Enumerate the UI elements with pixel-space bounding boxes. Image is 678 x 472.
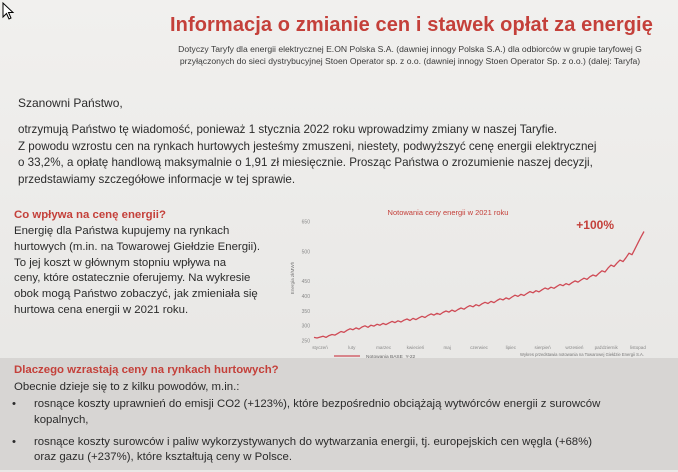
bullet-icon: •	[12, 398, 16, 410]
page-title: Informacja o zmianie cen i stawek opłat za energię	[170, 14, 653, 36]
chart-x-ticks	[312, 345, 646, 350]
body-line: ceny, które ostatecznie oferujemy. Na wykresie	[14, 272, 251, 285]
chart-y-tick-label: 500	[301, 249, 310, 256]
chart-x-tick-label: sierpień	[534, 345, 551, 350]
chart-y-tick-label: 400	[301, 293, 310, 300]
chart-y-tick-label: 300	[301, 323, 310, 330]
intro-line: o 33,2%, a opłatę handlową maksymalnie o 1,91 zł miesięcznie. Prosząc Państwa o zrozumienie naszej decyzji,	[18, 156, 593, 169]
chart-x-tick-label: kwiecień	[406, 345, 425, 350]
chart-y-tick-label: 350	[301, 308, 310, 315]
chart-y-tick-label: 250	[301, 338, 310, 345]
section-heading-energy-price: Co wpływa na cenę energii?	[14, 209, 166, 221]
chart-x-tick-label: czerwiec	[470, 345, 488, 350]
intro-line: otrzymują Państwo tę wiadomość, ponieważ 1 stycznia 2022 roku wprowadzimy zmiany w naszej Taryfie.	[18, 123, 558, 136]
section-wholesale-lead: Obecnie dzieje się to z kilku powodów, m.in.:	[14, 381, 240, 393]
chart-source-note: Wykres przedstawia notowania na Towarowej Giełdzie Energii S.A.	[520, 352, 644, 357]
intro-paragraph	[18, 122, 648, 188]
chart-x-tick-label: październik	[594, 345, 618, 350]
energy-price-chart	[288, 206, 668, 356]
chart-annotation: +100%	[576, 218, 614, 232]
section-energy-price-body	[14, 224, 284, 319]
body-line: hurtowa cena energii w 2021 roku.	[14, 303, 189, 316]
body-line: Energię dla Państwa kupujemy na rynkach	[14, 225, 230, 237]
chart-x-tick-label: marzec	[376, 345, 392, 350]
chart-y-tick-label: 650	[301, 219, 310, 226]
list-item	[0, 435, 644, 467]
list-item-line: rosnące koszty uprawnień do emisji CO2 (+123%), które bezpośrednio obciążają wytwórców energii z surowców	[34, 398, 601, 410]
bullet-icon: •	[12, 435, 16, 448]
body-line: To jej koszt w głównym stopniu wpływa na	[14, 256, 227, 269]
mouse-cursor-icon	[2, 2, 14, 20]
body-line: hurtowych (m.in. na Towarowej Giełdzie Energii).	[14, 240, 261, 253]
list-item	[0, 397, 644, 429]
list-item-line: kopalnych,	[34, 413, 89, 426]
chart-x-tick-label: maj	[443, 345, 451, 350]
chart-series-line	[314, 232, 644, 339]
chart-x-tick-label: styczeń	[312, 345, 328, 350]
chart-y-ticks	[302, 220, 311, 345]
chart-title: Notowania ceny energii w 2021 roku	[387, 208, 509, 217]
chart-y-tick-label: 450	[301, 279, 310, 285]
list-item-line: rosnące koszty surowców i paliw wykorzystywanych do wytwarzania energii, tj. europejskich cen węgla (+68%)	[34, 435, 593, 448]
section-heading-wholesale: Dlaczego wzrastają ceny na rynkach hurtowych?	[14, 364, 279, 376]
chart-x-tick-label: listopad	[630, 345, 646, 350]
chart-x-tick-label: luty	[348, 345, 356, 350]
reasons-list	[0, 397, 678, 472]
chart-y-axis-label: Energia zł/MWh	[290, 261, 295, 295]
chart-x-tick-label: wrzesień	[565, 345, 584, 350]
chart-x-tick-label: lipiec	[505, 345, 517, 350]
intro-line: Z powodu wzrostu cen na rynkach hurtowych jesteśmy zmuszeni, niestety, podwyższyć cenę energii elektrycznej	[18, 139, 597, 153]
list-item-line: oraz gazu (+237%), które kształtują ceny w Polsce.	[34, 451, 292, 464]
body-line: obok mogą Państwo zobaczyć, jak zmieniała się	[14, 288, 258, 301]
subtitle-line: przyłączonych do sieci dystrybucyjnej Stoen Operator sp. z o.o. (dawniej innogy Stoen Operator Sp. z o.o.) (dalej: Taryfa)	[179, 55, 641, 66]
subtitle-line: Dotyczy Taryfy dla energii elektrycznej E.ON Polska S.A. (dawniej innogy Polska S.A.) dla odbiorców w grupie taryfowej G	[178, 44, 642, 54]
subtitle	[160, 44, 660, 67]
greeting: Szanowni Państwo,	[18, 96, 123, 110]
intro-line: przedstawiamy szczegółowe informacje w tej sprawie.	[18, 172, 296, 186]
